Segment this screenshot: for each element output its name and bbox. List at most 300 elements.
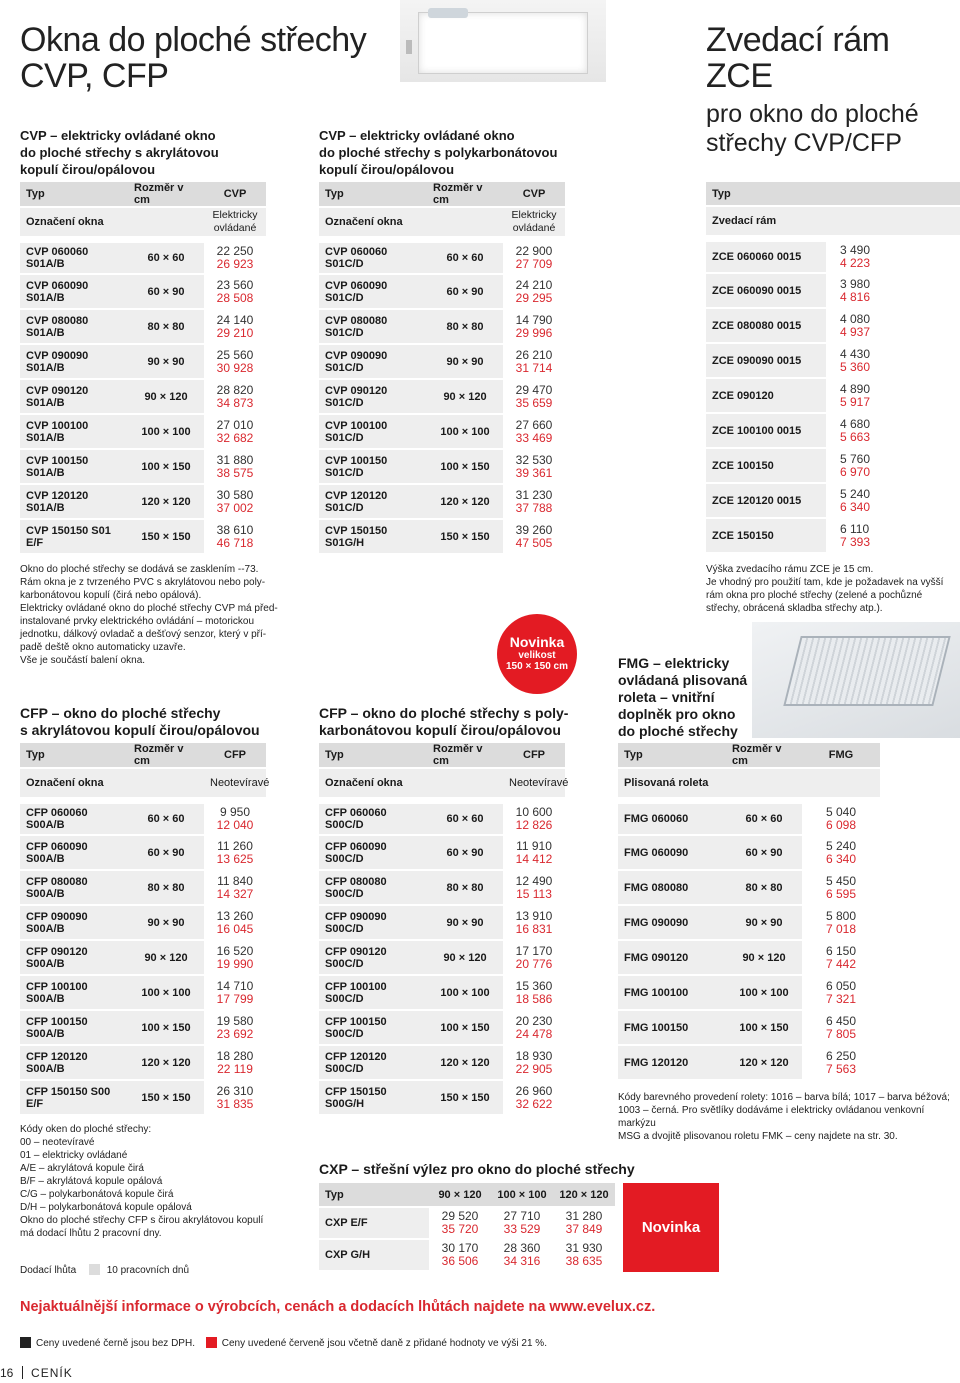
product-code: ZCE 090120 bbox=[706, 378, 826, 413]
price-excl-vat: 29 520 bbox=[441, 1209, 479, 1223]
price-cell bbox=[503, 414, 565, 449]
price-incl-vat: 4 223 bbox=[840, 255, 871, 270]
price-incl-vat: 16 045 bbox=[216, 921, 254, 936]
product-size: 90 × 90 bbox=[128, 344, 204, 379]
price-incl-vat: 35 720 bbox=[441, 1222, 479, 1236]
product-size: 120 × 120 bbox=[128, 484, 204, 519]
cfp-acryl-heading: CFP – okno do ploché střechy s akrylátovou kopulí čirou/opálovou bbox=[20, 705, 260, 738]
price-incl-vat: 6 098 bbox=[825, 817, 857, 832]
price-excl-vat: 18 930 bbox=[515, 1048, 553, 1063]
table-row bbox=[20, 975, 266, 1010]
black-swatch bbox=[20, 1337, 31, 1348]
product-code: ZCE 080080 0015 bbox=[706, 308, 826, 343]
price-cell bbox=[503, 1045, 565, 1080]
price-cell bbox=[503, 239, 565, 274]
table-row bbox=[20, 309, 266, 344]
cfp-poly-table: Typ Rozměr v cm CFP Označení okna Neotevíravé CFP 060060 S00C/D 60 × 60 10 600 12 826 CFP 060090 S00C/D 60 × 90 11 910 14 412 CFP 080080 S00C/D 80 × 80 12 490 15 113 CFP 090090 S00C/D 90 × 90 13 910 16 831 CFP 090120 S00C/D 90 × 120 17 170 20 776 CFP 100100 S00C/D 100 × 100 15 360 18 586 CFP 100150 S00C/D 100 × 150 20 230 24 478 CFP 120120 S00C/D 120 × 120 18 930 22 905 CFP 150150 S00G/H 150 × 150 26 960 32 622 bbox=[319, 743, 565, 1116]
price-excl-vat: 25 560 bbox=[216, 347, 254, 362]
table-row bbox=[319, 344, 565, 379]
price-excl-vat: 30 170 bbox=[441, 1241, 479, 1255]
price-excl-vat: 38 610 bbox=[216, 522, 254, 537]
product-size: 60 × 60 bbox=[128, 800, 204, 835]
table-row bbox=[319, 835, 565, 870]
product-size: 60 × 60 bbox=[427, 800, 503, 835]
price-cell bbox=[802, 835, 880, 870]
product-size: 100 × 100 bbox=[427, 975, 503, 1010]
price-excl-vat: 20 230 bbox=[515, 1013, 553, 1028]
price-cell bbox=[204, 449, 266, 484]
price-cell bbox=[826, 238, 960, 273]
price-excl-vat: 10 600 bbox=[515, 804, 553, 819]
table-row bbox=[20, 835, 266, 870]
price-excl-vat: 28 360 bbox=[503, 1241, 541, 1255]
price-excl-vat: 16 520 bbox=[216, 943, 254, 958]
product-code: CVP 120120 S01C/D bbox=[319, 484, 427, 519]
price-excl-vat: 5 760 bbox=[840, 451, 871, 466]
product-code: CFP 100150 S00A/B bbox=[20, 1010, 128, 1045]
price-incl-vat: 5 917 bbox=[840, 394, 871, 409]
price-incl-vat: 5 663 bbox=[840, 429, 871, 444]
product-size: 60 × 60 bbox=[726, 800, 802, 835]
note-line: Vše je součástí balení okna. bbox=[20, 655, 146, 666]
price-cell bbox=[503, 905, 565, 940]
price-excl-vat: 6 250 bbox=[825, 1048, 857, 1063]
price-cell bbox=[503, 309, 565, 344]
product-code: FMG 120120 bbox=[618, 1045, 726, 1080]
price-cell bbox=[204, 519, 266, 554]
product-code: ZCE 100150 bbox=[706, 448, 826, 483]
price-cell bbox=[826, 448, 960, 483]
price-incl-vat: 34 316 bbox=[503, 1254, 541, 1268]
note-line: Rám okna je z tvrzeného PVC s akrylátovou nebo poly- bbox=[20, 577, 266, 588]
price-incl-vat: 7 018 bbox=[825, 921, 857, 936]
price-incl-vat: 35 659 bbox=[515, 395, 553, 410]
price-excl-vat: 23 560 bbox=[216, 277, 254, 292]
price-incl-vat: 47 505 bbox=[515, 535, 553, 550]
product-code: CFP 090090 S00C/D bbox=[319, 905, 427, 940]
price-cell bbox=[204, 484, 266, 519]
table-row bbox=[20, 414, 266, 449]
product-code: FMG 060060 bbox=[618, 800, 726, 835]
price-cell bbox=[204, 1045, 266, 1080]
table-row bbox=[319, 309, 565, 344]
note-line: Okno do ploché střechy CFP s čirou akrylátovou kopulí bbox=[20, 1215, 264, 1226]
price-cell bbox=[204, 239, 266, 274]
price-incl-vat: 6 595 bbox=[825, 886, 857, 901]
fmg-heading bbox=[618, 655, 747, 740]
note-line: Výška zvedacího rámu ZCE je 15 cm. bbox=[706, 564, 874, 575]
price-excl-vat: 11 260 bbox=[217, 838, 253, 853]
price-incl-vat: 29 996 bbox=[515, 325, 553, 340]
note-line: C/G – polykarbonátová kopule čirá bbox=[20, 1189, 174, 1200]
product-code: CFP 100150 S00C/D bbox=[319, 1010, 427, 1045]
product-code: CFP 080080 S00A/B bbox=[20, 870, 128, 905]
price-excl-vat: 13 910 bbox=[515, 908, 553, 923]
table-row bbox=[20, 940, 266, 975]
price-excl-vat: 22 250 bbox=[216, 243, 254, 258]
price-incl-vat: 36 506 bbox=[441, 1254, 479, 1268]
table-row bbox=[20, 519, 266, 554]
price-excl-vat: 29 470 bbox=[515, 382, 553, 397]
table-row bbox=[319, 975, 565, 1010]
price-cell bbox=[802, 1010, 880, 1045]
table-row bbox=[319, 1080, 565, 1115]
table-row bbox=[319, 519, 565, 554]
price-cell bbox=[802, 905, 880, 940]
cfp-acryl-table: Typ Rozměr v cm CFP Označení okna Neotevíravé CFP 060060 S00A/B 60 × 60 9 950 12 040 CFP 060090 S00A/B 60 × 90 11 260 13 625 CFP 080080 S00A/B 80 × 80 11 840 14 327 CFP 090090 S00A/B 90 × 90 13 260 16 045 CFP 090120 S00A/B 90 × 120 16 520 19 990 CFP 100100 S00A/B 100 × 100 14 710 17 799 CFP 100150 S00A/B 100 × 150 19 580 23 692 CFP 120120 S00A/B 120 × 120 18 280 22 119 CFP 150150 S00 E/F 150 × 150 26 310 31 835 bbox=[20, 743, 266, 1116]
price-incl-vat: 33 469 bbox=[515, 430, 553, 445]
product-code: CVP 080080 S01A/B bbox=[20, 309, 128, 344]
table-row bbox=[618, 940, 880, 975]
price-incl-vat: 28 508 bbox=[216, 290, 254, 305]
note-line: 01 – elektricky ovládané bbox=[20, 1150, 128, 1161]
pleated-blind-image bbox=[752, 622, 960, 738]
price-incl-vat: 32 622 bbox=[515, 1096, 553, 1111]
delivery-legend: Dodací lhůta 10 pracovních dnů bbox=[20, 1265, 189, 1276]
price-incl-vat: 15 113 bbox=[516, 886, 552, 901]
table-row bbox=[20, 1010, 266, 1045]
product-size: 100 × 100 bbox=[128, 975, 204, 1010]
price-incl-vat: 19 990 bbox=[216, 956, 254, 971]
product-size: 100 × 150 bbox=[427, 449, 503, 484]
novinka-badge: Novinka velikost 150 × 150 cm bbox=[497, 614, 577, 694]
product-code: CVP 100100 S01A/B bbox=[20, 414, 128, 449]
price-incl-vat: 29 295 bbox=[515, 290, 553, 305]
product-size: 90 × 90 bbox=[427, 344, 503, 379]
price-incl-vat: 26 923 bbox=[216, 256, 254, 271]
price-excl-vat: 6 110 bbox=[840, 521, 870, 536]
price-excl-vat: 11 840 bbox=[217, 873, 253, 888]
price-cell bbox=[204, 1010, 266, 1045]
price-cell bbox=[826, 343, 960, 378]
codes-note bbox=[20, 1123, 290, 1240]
product-size: 90 × 120 bbox=[128, 379, 204, 414]
price-cell bbox=[429, 1207, 491, 1239]
price-excl-vat: 39 260 bbox=[515, 522, 553, 537]
price-excl-vat: 5 800 bbox=[825, 908, 857, 923]
price-cell bbox=[503, 835, 565, 870]
table-row bbox=[20, 1045, 266, 1080]
product-size: 60 × 60 bbox=[128, 239, 204, 274]
price-incl-vat: 27 709 bbox=[515, 256, 553, 271]
product-code: CFP 080080 S00C/D bbox=[319, 870, 427, 905]
product-size: 100 × 150 bbox=[128, 1010, 204, 1045]
product-code: ZCE 120120 0015 bbox=[706, 483, 826, 518]
note-line: A/E – akrylátová kopule čirá bbox=[20, 1163, 144, 1174]
price-incl-vat: 38 635 bbox=[565, 1254, 603, 1268]
table-row bbox=[706, 308, 960, 343]
product-size: 150 × 150 bbox=[427, 519, 503, 554]
table-row bbox=[20, 274, 266, 309]
product-code: ZCE 090090 0015 bbox=[706, 343, 826, 378]
price-cell bbox=[503, 975, 565, 1010]
price-cell bbox=[204, 870, 266, 905]
product-size: 80 × 80 bbox=[128, 870, 204, 905]
table-row bbox=[20, 239, 266, 274]
price-incl-vat: 16 831 bbox=[515, 921, 553, 936]
cfp-poly-heading: CFP – okno do ploché střechy s poly- karbonátovou kopulí čirou/opálovou bbox=[319, 705, 569, 738]
price-incl-vat: 7 563 bbox=[825, 1061, 857, 1076]
price-cell bbox=[826, 483, 960, 518]
product-size: 100 × 100 bbox=[427, 414, 503, 449]
product-code: CVP 090090 S01C/D bbox=[319, 344, 427, 379]
price-incl-vat: 14 412 bbox=[515, 851, 553, 866]
price-incl-vat: 5 360 bbox=[840, 359, 871, 374]
price-excl-vat: 26 210 bbox=[515, 347, 553, 362]
note-line: roleta – vnitřní bbox=[618, 689, 715, 705]
price-incl-vat: 12 040 bbox=[216, 817, 254, 832]
table-row bbox=[319, 870, 565, 905]
product-code: FMG 060090 bbox=[618, 835, 726, 870]
zce-note bbox=[706, 563, 960, 615]
table-row bbox=[618, 1010, 880, 1045]
table-row bbox=[706, 413, 960, 448]
product-code: CFP 090120 S00C/D bbox=[319, 940, 427, 975]
cvp-acryl-table: Typ Rozměr v cm CVP Označení okna Elektricky ovládané CVP 060060 S01A/B 60 × 60 22 250 26 923 CVP 060090 S01A/B 60 × 90 23 560 28 508 CVP 080080 S01A/B 80 × 80 24 140 29 210 CVP 090090 S01A/B 90 × 90 25 560 30 928 CVP 090120 S01A/B 90 × 120 28 820 34 873 CVP 100100 S01A/B 100 × 100 27 010 32 682 CVP 100150 S01A/B 100 × 150 31 880 38 575 CVP 120120 S01A/B 120 × 120 30 580 37 002 CVP 150150 S01 E/F 150 × 150 38 610 46 718 bbox=[20, 182, 266, 555]
price-incl-vat: 4 816 bbox=[840, 289, 871, 304]
price-excl-vat: 11 910 bbox=[516, 838, 552, 853]
price-excl-vat: 14 790 bbox=[515, 312, 553, 327]
price-incl-vat: 33 529 bbox=[503, 1222, 541, 1236]
note-line: D/H – polykarbonátová kopule opálová bbox=[20, 1202, 192, 1213]
fmg-table: Typ Rozměr v cm FMG Plisovaná roleta FMG 060060 60 × 60 5 040 6 098 FMG 060090 60 × 90 5 240 6 340 FMG 080080 80 × 80 5 450 6 595 FMG 090090 90 × 90 5 800 7 018 FMG 090120 90 × 120 6 150 7 442 FMG 100100 100 × 100 6 050 7 321 FMG 100150 100 × 150 6 450 7 805 FMG 120120 120 × 120 6 250 7 563 bbox=[618, 743, 880, 1081]
price-excl-vat: 6 050 bbox=[825, 978, 857, 993]
price-incl-vat: 13 625 bbox=[216, 851, 254, 866]
product-size: 100 × 100 bbox=[726, 975, 802, 1010]
table-row bbox=[706, 343, 960, 378]
product-size: 80 × 80 bbox=[427, 870, 503, 905]
price-excl-vat: 5 040 bbox=[825, 804, 857, 819]
product-code: CFP 060090 S00A/B bbox=[20, 835, 128, 870]
price-excl-vat: 13 260 bbox=[216, 908, 254, 923]
price-incl-vat: 6 340 bbox=[840, 499, 871, 514]
price-cell bbox=[429, 1239, 491, 1271]
product-code: CVP 090090 S01A/B bbox=[20, 344, 128, 379]
price-cell bbox=[503, 484, 565, 519]
product-size: 60 × 90 bbox=[427, 835, 503, 870]
product-size: 120 × 120 bbox=[726, 1045, 802, 1080]
price-excl-vat: 18 280 bbox=[216, 1048, 254, 1063]
price-excl-vat: 24 210 bbox=[515, 277, 553, 292]
price-incl-vat: 22 905 bbox=[515, 1061, 553, 1076]
price-incl-vat: 24 478 bbox=[515, 1026, 553, 1041]
cvp-poly-table: Typ Rozměr v cm CVP Označení okna Elektricky ovládané CVP 060060 S01C/D 60 × 60 22 900 27 709 CVP 060090 S01C/D 60 × 90 24 210 29 295 CVP 080080 S01C/D 80 × 80 14 790 29 996 CVP 090090 S01C/D 90 × 90 26 210 31 714 CVP 090120 S01C/D 90 × 120 29 470 35 659 CVP 100100 S01C/D 100 × 100 27 660 33 469 CVP 100150 S01C/D 100 × 150 32 530 39 361 CVP 120120 S01C/D 120 × 120 31 230 37 788 CVP 150150 S01G/H 150 × 150 39 260 47 505 bbox=[319, 182, 565, 555]
note-line: instalované prvky elektrického ovládání – motorickou bbox=[20, 616, 255, 627]
price-cell bbox=[503, 449, 565, 484]
table-row bbox=[319, 484, 565, 519]
price-excl-vat: 4 430 bbox=[840, 346, 871, 361]
note-line: MSG a dvojitě plisovanou roletu FMK – ceny najdete na str. 30. bbox=[618, 1131, 898, 1142]
price-cell bbox=[204, 975, 266, 1010]
note-line: střechy, obrácená skladba střechy atp.). bbox=[706, 603, 883, 614]
product-code: CFP 060060 S00C/D bbox=[319, 800, 427, 835]
product-size: 80 × 80 bbox=[128, 309, 204, 344]
price-excl-vat: 14 710 bbox=[216, 978, 254, 993]
price-cell bbox=[802, 940, 880, 975]
price-cell bbox=[491, 1239, 553, 1271]
product-code: CVP 090120 S01A/B bbox=[20, 379, 128, 414]
price-excl-vat: 30 580 bbox=[216, 487, 254, 502]
price-cell bbox=[802, 975, 880, 1010]
product-code: CVP 150150 S01 E/F bbox=[20, 519, 128, 554]
price-cell bbox=[802, 1045, 880, 1080]
product-code: ZCE 150150 bbox=[706, 518, 826, 553]
product-code: CVP 060060 S01A/B bbox=[20, 239, 128, 274]
table-row bbox=[618, 800, 880, 835]
product-code: CFP 090090 S00A/B bbox=[20, 905, 128, 940]
product-size: 90 × 120 bbox=[726, 940, 802, 975]
price-excl-vat: 6 450 bbox=[825, 1013, 857, 1028]
product-size: 150 × 150 bbox=[128, 519, 204, 554]
note-line: Okno do ploché střechy se dodává se zasklením --73. bbox=[20, 564, 259, 575]
price-excl-vat: 27 010 bbox=[216, 417, 254, 432]
note-line: karbonátovou kopulí (čirá nebo opálová). bbox=[20, 590, 202, 601]
price-cell bbox=[491, 1207, 553, 1239]
product-size: 60 × 60 bbox=[427, 239, 503, 274]
product-size: 60 × 90 bbox=[128, 835, 204, 870]
product-code: CFP 150150 S00G/H bbox=[319, 1080, 427, 1115]
price-cell bbox=[802, 800, 880, 835]
price-excl-vat: 31 880 bbox=[216, 452, 254, 467]
note-line: padě deště okno automaticky uzavře. bbox=[20, 642, 186, 653]
price-excl-vat: 4 890 bbox=[840, 381, 871, 396]
price-cell bbox=[503, 379, 565, 414]
zce-title: Zvedací rám ZCE pro okno do ploché střechy CVP/CFP bbox=[706, 21, 919, 157]
price-incl-vat: 4 937 bbox=[840, 324, 871, 339]
price-incl-vat: 17 799 bbox=[216, 991, 254, 1006]
table-row bbox=[20, 870, 266, 905]
product-size: 90 × 90 bbox=[128, 905, 204, 940]
product-size: 60 × 90 bbox=[128, 274, 204, 309]
product-code: CFP 100100 S00C/D bbox=[319, 975, 427, 1010]
price-excl-vat: 3 980 bbox=[840, 276, 871, 291]
price-cell bbox=[503, 800, 565, 835]
price-excl-vat: 31 280 bbox=[565, 1209, 603, 1223]
note-line: Elektricky ovládané okno do ploché střechy CVP má před- bbox=[20, 603, 278, 614]
table-row bbox=[319, 449, 565, 484]
product-size: 80 × 80 bbox=[427, 309, 503, 344]
price-incl-vat: 23 692 bbox=[216, 1026, 254, 1041]
price-excl-vat: 15 360 bbox=[515, 978, 553, 993]
table-row bbox=[319, 800, 565, 835]
price-excl-vat: 17 170 bbox=[515, 943, 553, 958]
product-size: 90 × 90 bbox=[427, 905, 503, 940]
cvp-acryl-intro: CVP – elektricky ovládané okno do ploché střechy s akrylátovou kopulí čirou/opálovou bbox=[20, 128, 219, 177]
note-line: 1003 – černá. Pro světlíky dodáváme i elektricky ovládanou venkovní markýzu bbox=[618, 1105, 925, 1129]
product-code: CFP 100100 S00A/B bbox=[20, 975, 128, 1010]
product-code: FMG 090090 bbox=[618, 905, 726, 940]
product-size: 90 × 120 bbox=[427, 379, 503, 414]
product-code: CVP 100100 S01C/D bbox=[319, 414, 427, 449]
note-line: Kódy oken do ploché střechy: bbox=[20, 1124, 152, 1135]
page-footer: 16 CENÍK bbox=[0, 1366, 73, 1380]
product-code: FMG 100150 bbox=[618, 1010, 726, 1045]
price-excl-vat: 5 240 bbox=[825, 838, 857, 853]
table-row bbox=[20, 344, 266, 379]
table-row bbox=[319, 905, 565, 940]
price-cell bbox=[204, 1080, 266, 1115]
product-code: ZCE 060090 0015 bbox=[706, 273, 826, 308]
note-line: Je vhodný pro použití tam, kde je požadavek na vyšší bbox=[706, 577, 944, 588]
price-cell bbox=[503, 940, 565, 975]
product-size: 90 × 120 bbox=[128, 940, 204, 975]
price-excl-vat: 5 240 bbox=[840, 486, 871, 501]
table-row bbox=[706, 448, 960, 483]
price-cell bbox=[503, 870, 565, 905]
table-row bbox=[319, 379, 565, 414]
table-row bbox=[319, 414, 565, 449]
price-incl-vat: 18 586 bbox=[515, 991, 553, 1006]
note-line: má dodací lhůtu 2 pracovní dny. bbox=[20, 1228, 162, 1239]
price-cell bbox=[503, 519, 565, 554]
red-swatch bbox=[206, 1337, 217, 1348]
table-row bbox=[20, 484, 266, 519]
product-code: ZCE 100100 0015 bbox=[706, 413, 826, 448]
price-incl-vat: 38 575 bbox=[216, 465, 254, 480]
note-line: Kódy barevného provedení rolety: 1016 – barva bílá; 1017 – barva béžová; bbox=[618, 1092, 950, 1103]
price-incl-vat: 31 835 bbox=[216, 1096, 254, 1111]
product-size: 120 × 120 bbox=[427, 1045, 503, 1080]
product-code: CVP 120120 S01A/B bbox=[20, 484, 128, 519]
price-incl-vat: 22 119 bbox=[217, 1061, 253, 1076]
cvp-poly-intro: CVP – elektricky ovládané okno do ploché střechy s polykarbonátovou kopulí čirou/opálovou bbox=[319, 128, 558, 177]
table-row bbox=[706, 273, 960, 308]
novinka-box: Novinka bbox=[623, 1183, 719, 1272]
table-row bbox=[319, 1045, 565, 1080]
product-code: CVP 060090 S01C/D bbox=[319, 274, 427, 309]
price-incl-vat: 14 327 bbox=[216, 886, 254, 901]
table-row bbox=[319, 940, 565, 975]
note-line: ovládaná plisovaná bbox=[618, 672, 748, 688]
price-incl-vat: 34 873 bbox=[216, 395, 254, 410]
table-row bbox=[20, 1080, 266, 1115]
note-line: jednotku, dálkový ovladač a dešťový senzor, který v pří- bbox=[20, 629, 267, 640]
price-incl-vat: 32 682 bbox=[216, 430, 254, 445]
fmg-note bbox=[618, 1091, 960, 1143]
price-cell bbox=[503, 344, 565, 379]
product-size: 150 × 150 bbox=[427, 1080, 503, 1115]
table-row bbox=[319, 1010, 565, 1045]
price-excl-vat: 28 820 bbox=[216, 382, 254, 397]
product-code: FMG 080080 bbox=[618, 870, 726, 905]
product-size: 100 × 150 bbox=[128, 449, 204, 484]
table-row bbox=[20, 449, 266, 484]
table-row bbox=[706, 518, 960, 553]
table-row bbox=[319, 1239, 615, 1271]
price-excl-vat: 19 580 bbox=[216, 1013, 254, 1028]
price-cell bbox=[503, 1010, 565, 1045]
cvp-note bbox=[20, 563, 290, 667]
cxp-heading: CXP – střešní výlez pro okno do ploché střechy bbox=[319, 1161, 635, 1177]
note-line: rám okna pro ploché střechy (zelené a pochůzné bbox=[706, 590, 923, 601]
price-cell bbox=[204, 379, 266, 414]
price-cell bbox=[553, 1239, 615, 1271]
product-code: CXP E/F bbox=[319, 1207, 429, 1239]
product-code: CVP 060090 S01A/B bbox=[20, 274, 128, 309]
price-excl-vat: 26 310 bbox=[216, 1083, 254, 1098]
price-cell bbox=[503, 1080, 565, 1115]
table-row bbox=[618, 835, 880, 870]
price-cell bbox=[204, 414, 266, 449]
table-row bbox=[706, 483, 960, 518]
note-line: do ploché střechy bbox=[618, 723, 738, 739]
product-size: 60 × 90 bbox=[726, 835, 802, 870]
product-code: CFP 060060 S00A/B bbox=[20, 800, 128, 835]
product-code: FMG 090120 bbox=[618, 940, 726, 975]
price-excl-vat: 32 530 bbox=[515, 452, 553, 467]
product-size: 60 × 90 bbox=[427, 274, 503, 309]
price-incl-vat: 29 210 bbox=[216, 325, 254, 340]
